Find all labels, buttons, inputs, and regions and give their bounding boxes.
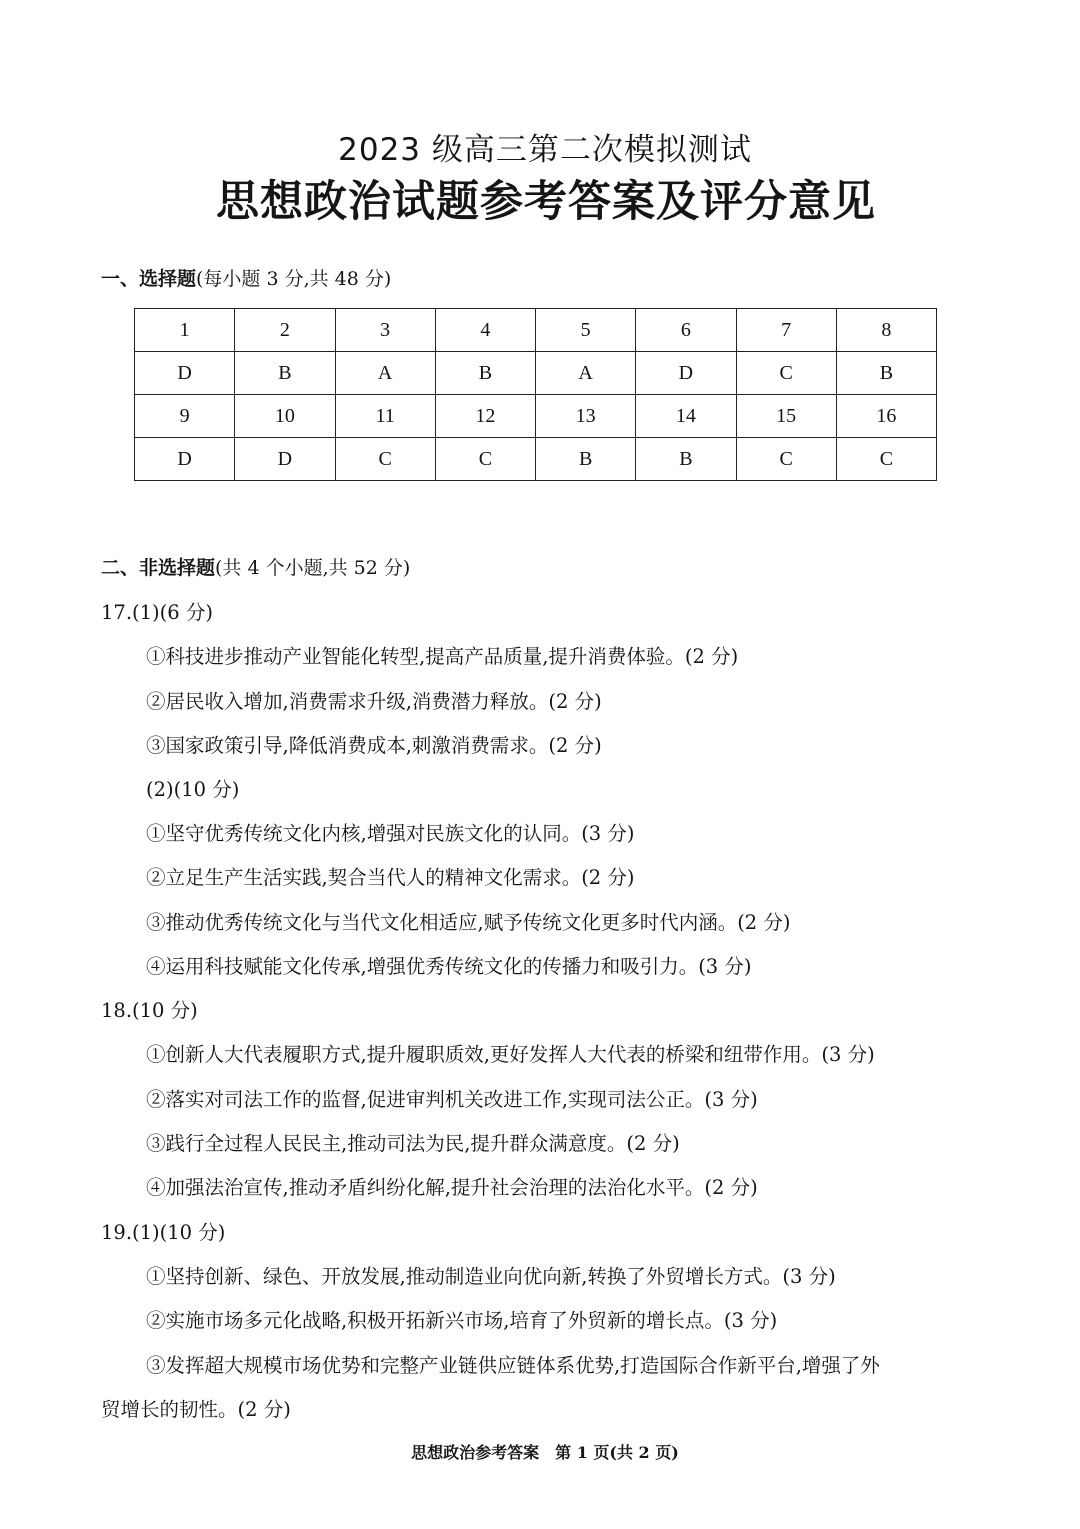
section-1-heading: [101, 264, 391, 291]
answer-cell: C: [435, 438, 535, 481]
question-number: 12: [435, 395, 535, 438]
table-row: [135, 395, 937, 438]
answer-cell: A: [335, 352, 435, 395]
answer-cell: A: [536, 352, 636, 395]
q18-point-1: ①创新人大代表履职方式,提升履职质效,更好发挥人大代表的桥梁和纽带作用。(3 分): [146, 1043, 875, 1066]
q17-part1-header: 17.(1)(6 分): [101, 601, 213, 624]
section-2-heading: [101, 553, 410, 580]
answer-cell: D: [135, 352, 235, 395]
question-number: 10: [235, 395, 335, 438]
question-number: 16: [836, 395, 936, 438]
answer-cell: C: [736, 438, 836, 481]
answer-table: [134, 308, 937, 481]
q17-part1-point-1: ①科技进步推动产业智能化转型,提高产品质量,提升消费体验。(2 分): [146, 645, 739, 668]
page-footer: 思想政治参考答案 第 1 页(共 2 页): [411, 1443, 679, 1462]
answer-cell: D: [135, 438, 235, 481]
question-number: 8: [836, 309, 936, 352]
exam-title: 2023 级高三第二次模拟测试: [338, 132, 752, 168]
document-title: 思想政治试题参考答案及评分意见: [216, 177, 876, 227]
table-row: [135, 352, 937, 395]
question-number: 13: [536, 395, 636, 438]
question-number: 14: [636, 395, 736, 438]
question-number: 7: [736, 309, 836, 352]
section-1-label: 一、选择题: [101, 268, 197, 290]
q19-point-2: ②实施市场多元化战略,积极开拓新兴市场,培育了外贸新的增长点。(3 分): [146, 1309, 778, 1332]
question-number: 11: [335, 395, 435, 438]
q17-part2-point-3: ③推动优秀传统文化与当代文化相适应,赋予传统文化更多时代内涵。(2 分): [146, 911, 791, 934]
answer-cell: C: [335, 438, 435, 481]
question-number: 15: [736, 395, 836, 438]
q17-part2-header: (2)(10 分): [146, 778, 240, 801]
q19-point-3-continued: 贸增长的韧性。(2 分): [101, 1398, 291, 1421]
answer-cell: B: [536, 438, 636, 481]
section-2-label: 二、非选择题: [101, 557, 216, 579]
q17-part2-point-2: ②立足生产生活实践,契合当代人的精神文化需求。(2 分): [146, 866, 635, 889]
q17-part1-point-3: ③国家政策引导,降低消费成本,刺激消费需求。(2 分): [146, 734, 602, 757]
question-number: 4: [435, 309, 535, 352]
q17-part1-point-2: ②居民收入增加,消费需求升级,消费潜力释放。(2 分): [146, 690, 602, 713]
answer-cell: B: [235, 352, 335, 395]
answer-cell: B: [435, 352, 535, 395]
question-number: 2: [235, 309, 335, 352]
q18-point-4: ④加强法治宣传,推动矛盾纠纷化解,提升社会治理的法治化水平。(2 分): [146, 1176, 758, 1199]
table-row: [135, 309, 937, 352]
question-number: 3: [335, 309, 435, 352]
question-number: 9: [135, 395, 235, 438]
q19-point-3: ③发挥超大规模市场优势和完整产业链供应链体系优势,打造国际合作新平台,增强了外: [146, 1354, 880, 1377]
answer-cell: B: [836, 352, 936, 395]
answer-cell: C: [736, 352, 836, 395]
q17-part2-point-4: ④运用科技赋能文化传承,增强优秀传统文化的传播力和吸引力。(3 分): [146, 955, 752, 978]
answer-cell: B: [636, 438, 736, 481]
table-row: [135, 438, 937, 481]
answer-cell: D: [235, 438, 335, 481]
q17-part2-point-1: ①坚守优秀传统文化内核,增强对民族文化的认同。(3 分): [146, 822, 635, 845]
answer-cell: D: [636, 352, 736, 395]
q18-point-3: ③践行全过程人民民主,推动司法为民,提升群众满意度。(2 分): [146, 1132, 680, 1155]
section-2-note: (共 4 个小题,共 52 分): [215, 557, 411, 579]
q19-part1-header: 19.(1)(10 分): [101, 1221, 226, 1244]
q19-point-1: ①坚持创新、绿色、开放发展,推动制造业向优向新,转换了外贸增长方式。(3 分): [146, 1265, 836, 1288]
q18-header: 18.(10 分): [101, 999, 198, 1022]
answer-cell: C: [836, 438, 936, 481]
question-number: 5: [536, 309, 636, 352]
section-1-note: (每小题 3 分,共 48 分): [196, 268, 392, 290]
question-number: 1: [135, 309, 235, 352]
q18-point-2: ②落实对司法工作的监督,促进审判机关改进工作,实现司法公正。(3 分): [146, 1088, 758, 1111]
question-number: 6: [636, 309, 736, 352]
